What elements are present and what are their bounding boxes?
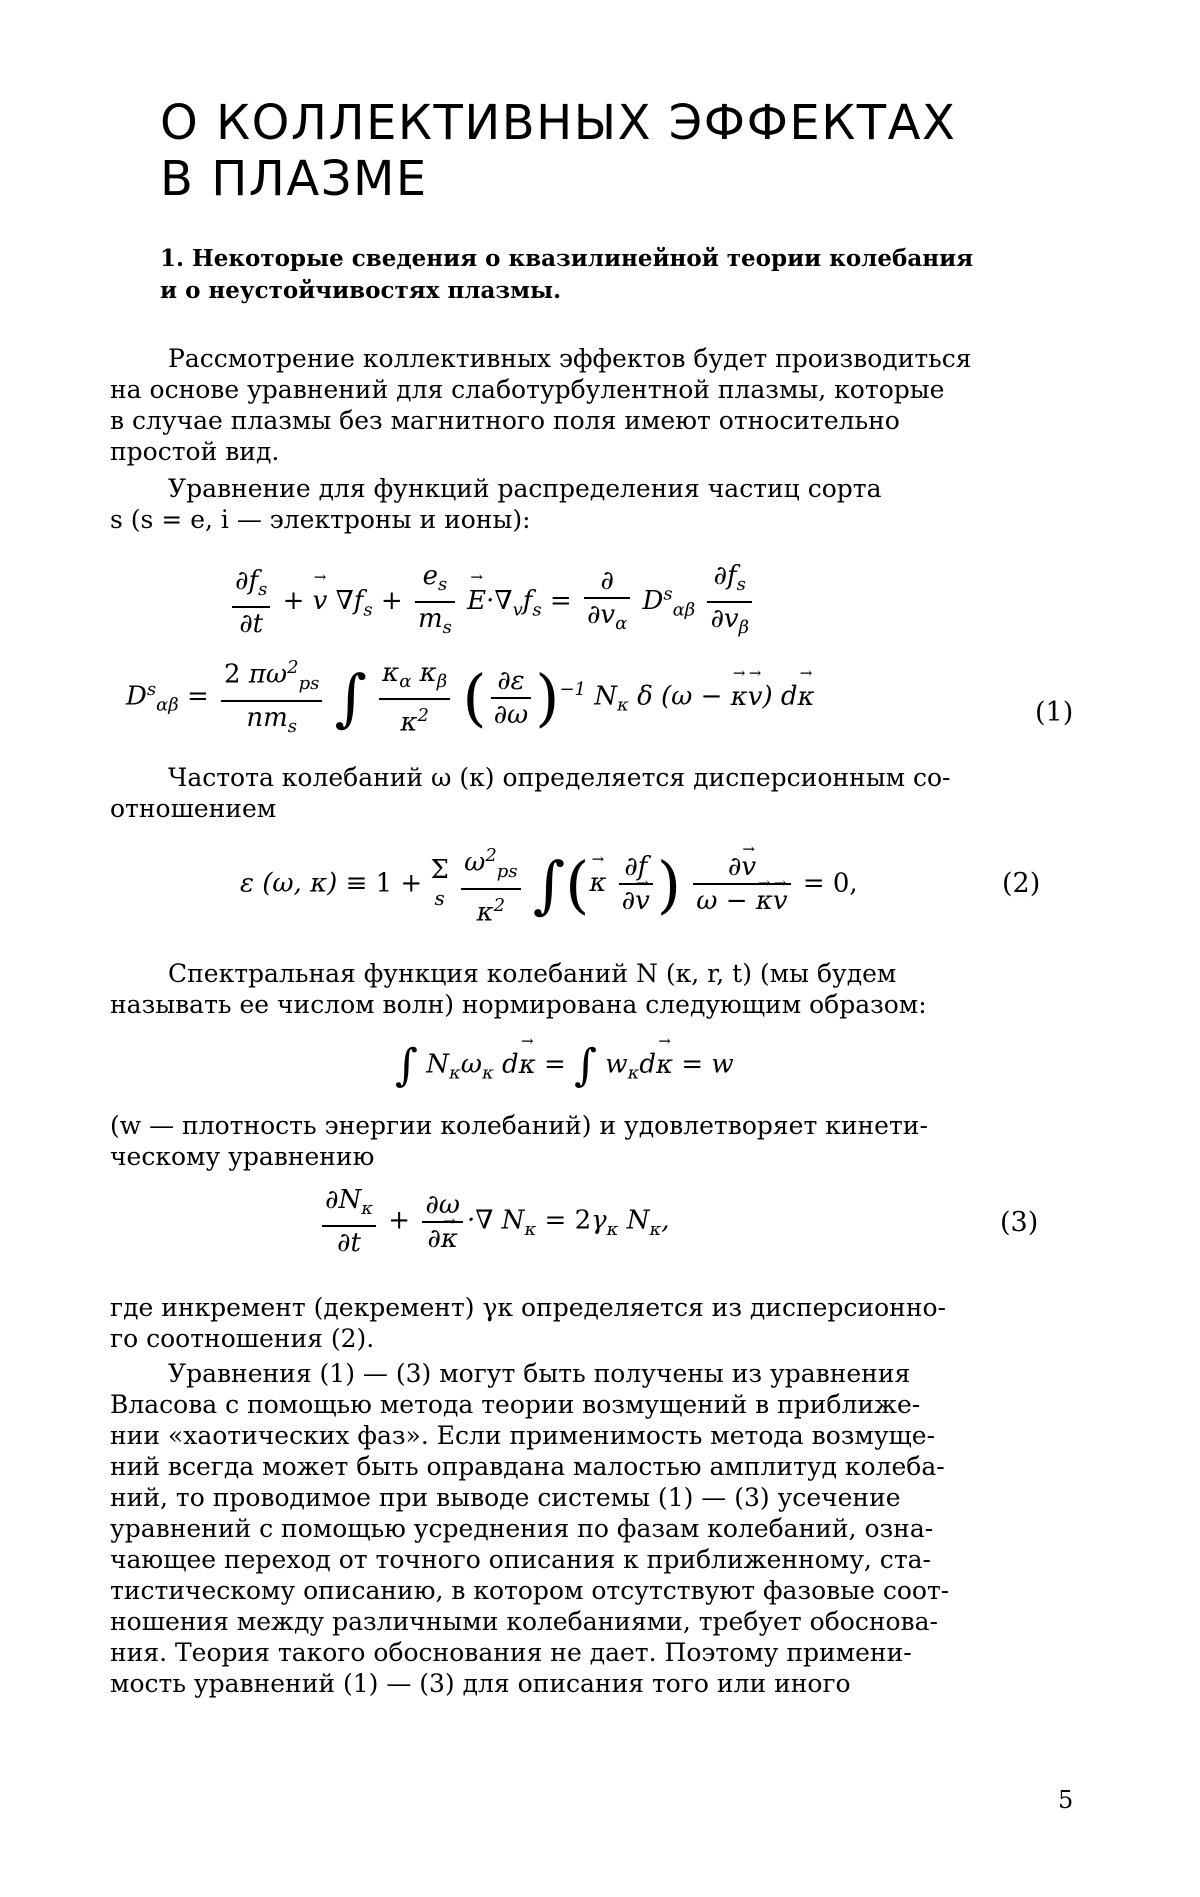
text-line: тистическому описанию, в котором отсутствуют фазовые соот- [110, 1576, 950, 1605]
article-title [160, 95, 956, 207]
text-line: ношения между различными колебаниями, требует обоснова- [110, 1607, 938, 1636]
text-line: где инкремент (декремент) γκ определяется из дисперсионно- [110, 1293, 946, 1322]
text-line: ния. Теория такого обоснования не дает. Поэтому примени- [110, 1638, 912, 1667]
text-line: го соотношения (2). [110, 1324, 375, 1353]
equation-diffusion-coefficient: $D^s_{\alpha\beta}$ = $\frac{2 \pi\omega^2_{ps}}{nm_s}$ ∫ $\frac{\kappa_\alpha \kappa_\beta}{\kappa^2}$ ( $\frac{\partial\varepsilon}{\partial\omega}$ )$^{-1}$ $N_\kappa$ δ (ω − → κ→ v) d→ κ [126, 652, 815, 743]
equation-dispersion-relation: ε (ω, κ) ≡ 1 + Σ s $\frac{\omega^2_{ps}}{\kappa^2}$ ∫(→ κ $\frac{\partial f}{\partial\to v}$ ) $\frac{\partial\to v}{\omega - \to \kappa\to v}$ = 0, [240, 840, 858, 929]
paragraph-intro [110, 343, 1080, 467]
paragraph-distribution [110, 473, 1080, 535]
section-heading [160, 243, 1080, 307]
paragraph-spectral-function [110, 958, 1080, 1020]
text-line: Спектральная функция колебаний N (κ, r, t) (мы будем [168, 959, 897, 988]
paragraph-increment [110, 1292, 1080, 1354]
equation-number-2: (2) [1002, 868, 1041, 899]
page-number: 5 [1058, 1786, 1074, 1814]
paragraph-energy-density [110, 1110, 1080, 1172]
text-line: простой вид. [110, 437, 280, 466]
equation-number-1: (1) [1035, 697, 1074, 728]
text-line: Власова с помощью метода теории возмущений в приближе- [110, 1390, 921, 1419]
equation-kinetic: $\frac{\partial f_s}{\partial t}$ + → v $\nabla f_s$ + $\frac{e_s}{m_s}$ → $E\cdot\nabla_vf_s$ = $\frac{\partial}{\partial v_\alpha}$ $D^s_{\alpha\beta}$ $\frac{\partial f_s}{\partial v_\beta}$ [228, 560, 756, 644]
equation-number-3: (3) [1000, 1207, 1039, 1238]
text-line: отношением [110, 794, 277, 823]
text-line: ческому уравнению [110, 1142, 375, 1171]
text-line: ний, то проводимое при выводе системы (1) — (3) усечение [110, 1483, 901, 1512]
title-line-2: В ПЛАЗМЕ [160, 151, 428, 207]
text-line: (w — плотность энергии колебаний) и удовлетворяет кинети- [110, 1111, 928, 1140]
section-heading-line-1: 1. Некоторые сведения о квазилинейной теории колебания [160, 245, 974, 272]
equation-normalization: ∫ $N_\kappa\omega_\kappa$ d→ κ = ∫ $w_\kappa d\to \kappa = w$ [395, 1040, 734, 1091]
text-line: Частота колебаний ω (κ) определяется дисперсионным со- [168, 763, 951, 792]
title-line-1: О КОЛЛЕКТИВНЫХ ЭФФЕКТАХ [160, 95, 957, 151]
text-line: нии «хаотических фаз». Если применимость метода возмуще- [110, 1421, 936, 1450]
paragraph-vlasov [110, 1358, 1080, 1699]
equation-wave-kinetic: $\frac{\partial N_\kappa}{\partial t}$ + $\frac{\partial\omega}{\partial\to \kappa}$ ·∇ $N_\kappa = 2\gamma_\kappa$ $N_\kappa$, [318, 1184, 670, 1259]
text-line: s (s = e, i — электроны и ионы): [110, 505, 531, 534]
text-line: чающее переход от точного описания к приближенному, ста- [110, 1545, 931, 1574]
paragraph-dispersion [110, 762, 1080, 824]
text-line: Рассмотрение коллективных эффектов будет производиться [168, 344, 972, 373]
text-line: Уравнение для функций распределения частиц сорта [168, 474, 882, 503]
section-heading-line-2: и о неустойчивостях плазмы. [160, 277, 562, 304]
text-line: в случае плазмы без магнитного поля имеют относительно [110, 406, 900, 435]
text-line: на основе уравнений для слаботурбулентной плазмы, которые [110, 375, 945, 404]
text-line: называть ее числом волн) нормирована следующим образом: [110, 990, 927, 1019]
text-line: ний всегда может быть оправдана малостью амплитуд колеба- [110, 1452, 945, 1481]
text-line: уравнений с помощью усреднения по фазам колебаний, озна- [110, 1514, 934, 1543]
text-line: мость уравнений (1) — (3) для описания того или иного [110, 1669, 851, 1698]
text-line: Уравнения (1) — (3) могут быть получены из уравнения [168, 1359, 911, 1388]
